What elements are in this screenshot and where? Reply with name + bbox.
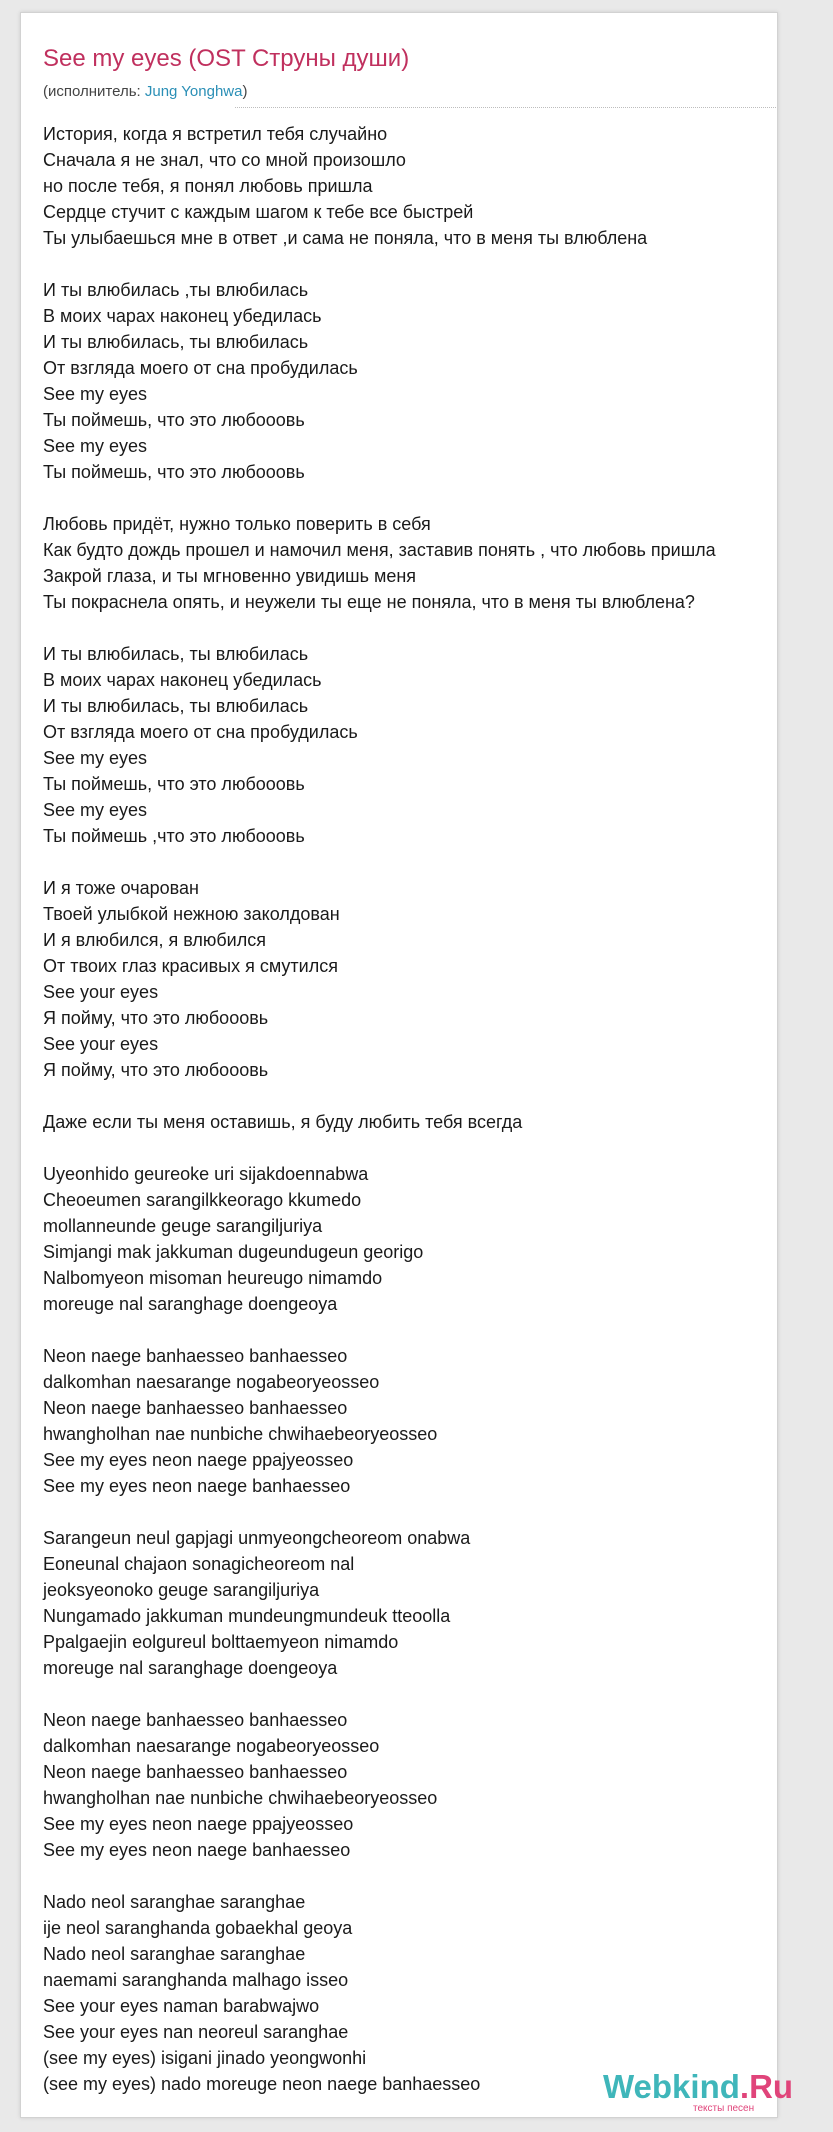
lyrics-line: Neon naege banhaesseo banhaesseo xyxy=(43,1762,348,1782)
lyrics-card xyxy=(20,12,794,2118)
lyrics-line: See my eyes neon naege banhaesseo xyxy=(43,1476,351,1496)
lyrics-line: Закрой глаза, и ты мгновенно увидишь меня xyxy=(43,566,417,586)
lyrics-line: В моих чарах наконец убедилась xyxy=(43,306,322,326)
lyrics-line: hwangholhan nae nunbiche chwihaebeoryeosseo xyxy=(43,1424,438,1444)
lyrics-stanza xyxy=(43,1161,833,1317)
lyrics-stanza xyxy=(43,1343,833,1499)
lyrics-stanza xyxy=(43,641,833,849)
lyrics-line: (see my eyes) isigani jinado yeongwonhi xyxy=(43,2048,367,2068)
lyrics-line: moreuge nal saranghage doengeoya xyxy=(43,1658,338,1678)
lyrics-line: Nado neol saranghae saranghae xyxy=(43,1892,306,1912)
lyrics-line: See my eyes neon naege ppajyeosseo xyxy=(43,1450,354,1470)
lyrics-line: See my eyes xyxy=(43,748,148,768)
lyrics-line: Ты улыбаешься мне в ответ ,и сама не поняла, что в меня ты влюблена xyxy=(43,228,648,248)
lyrics-line: Nado neol saranghae saranghae xyxy=(43,1944,306,1964)
page-title: See my eyes (OST Струны души) xyxy=(43,45,410,72)
lyrics-stanza xyxy=(43,277,833,485)
logo-word: Webkind xyxy=(603,2068,740,2105)
lyrics-line: ije neol saranghanda gobaekhal geoya xyxy=(43,1918,353,1938)
lyrics-line: Ты покраснела опять, и неужели ты еще не поняла, что в меня ты влюблена? xyxy=(43,592,695,612)
lyrics-line: Ты поймешь, что это любооовь xyxy=(43,410,305,430)
lyrics-line: И ты влюбилась, ты влюбилась xyxy=(43,332,309,352)
lyrics-line: See your eyes nan neoreul saranghae xyxy=(43,2022,349,2042)
lyrics-line: Sarangeun neul gapjagi unmyeongcheoreom onabwa xyxy=(43,1528,471,1548)
lyrics-line: Nalbomyeon misoman heureugo nimamdo xyxy=(43,1268,383,1288)
lyrics-line: Uyeonhido geureoke uri sijakdoennabwa xyxy=(43,1164,369,1184)
lyrics-line: See my eyes neon naege ppajyeosseo xyxy=(43,1814,354,1834)
lyrics-line: Ты поймешь ,что это любооовь xyxy=(43,826,305,846)
lyrics-line: See my eyes neon naege banhaesseo xyxy=(43,1840,351,1860)
lyrics-line: See your eyes xyxy=(43,982,159,1002)
lyrics-line: moreuge nal saranghage doengeoya xyxy=(43,1294,338,1314)
lyrics-line: В моих чарах наконец убедилась xyxy=(43,670,322,690)
artist-link[interactable]: Jung Yonghwa xyxy=(144,83,243,100)
lyrics-stanza xyxy=(43,121,833,251)
lyrics-line: но после тебя, я понял любовь пришла xyxy=(43,176,373,196)
lyrics-line: И ты влюбилась, ты влюбилась xyxy=(43,696,309,716)
lyrics-stanza xyxy=(43,1889,833,2097)
lyrics-stanza xyxy=(43,875,833,1083)
lyrics-line: Nungamado jakkuman mundeungmundeuk tteoolla xyxy=(43,1606,451,1626)
lyrics-stanza xyxy=(43,1707,833,1863)
lyrics-line: Я пойму, что это любооовь xyxy=(43,1008,269,1028)
lyrics-line: И ты влюбилась ,ты влюбилась xyxy=(43,280,309,300)
lyrics-line: Neon naege banhaesseo banhaesseo xyxy=(43,1710,348,1730)
lyrics-text xyxy=(43,121,833,2123)
performer-suffix: ) xyxy=(242,83,248,100)
lyrics-line: Твоей улыбкой нежною заколдован xyxy=(43,904,340,924)
lyrics-line: От взгляда моего от сна пробудилась xyxy=(43,722,358,742)
lyrics-line: See my eyes xyxy=(43,436,148,456)
title-divider xyxy=(235,107,776,108)
lyrics-line: Cheoeumen sarangilkkeorago kkumedo xyxy=(43,1190,362,1210)
lyrics-line: dalkomhan naesarange nogabeoryeosseo xyxy=(43,1372,380,1392)
lyrics-line: See your eyes xyxy=(43,1034,159,1054)
lyrics-line: jeoksyeonoko geuge sarangiljuriya xyxy=(43,1580,320,1600)
lyrics-line: Даже если ты меня оставишь, я буду любить тебя всегда xyxy=(43,1112,523,1132)
lyrics-line: See your eyes naman barabwajwo xyxy=(43,1996,320,2016)
lyrics-stanza xyxy=(43,1109,833,1135)
site-logo[interactable] xyxy=(603,2069,793,2113)
lyrics-stanza xyxy=(43,1525,833,1681)
lyrics-line: Сначала я не знал, что со мной произошло xyxy=(43,150,406,170)
lyrics-line: (see my eyes) nado moreuge neon naege banhaesseo xyxy=(43,2074,481,2094)
logo-tld: .Ru xyxy=(739,2068,794,2105)
lyrics-line: See my eyes xyxy=(43,800,148,820)
lyrics-line: mollanneunde geuge sarangiljuriya xyxy=(43,1216,323,1236)
lyrics-line: Ты поймешь, что это любооовь xyxy=(43,462,305,482)
lyrics-line: See my eyes xyxy=(43,384,148,404)
lyrics-line: Ты поймешь, что это любооовь xyxy=(43,774,305,794)
lyrics-line: Любовь придёт, нужно только поверить в себя xyxy=(43,514,431,534)
performer-line xyxy=(43,83,777,101)
lyrics-line: hwangholhan nae nunbiche chwihaebeoryeosseo xyxy=(43,1788,438,1808)
lyrics-line: История, когда я встретил тебя случайно xyxy=(43,124,388,144)
lyrics-line: naemami saranghanda malhago isseo xyxy=(43,1970,349,1990)
lyrics-stanza xyxy=(43,511,833,615)
lyrics-line: Eoneunal chajaon sonagicheoreom nal xyxy=(43,1554,355,1574)
lyrics-line: Сердце стучит с каждым шагом к тебе все быстрей xyxy=(43,202,474,222)
lyrics-line: dalkomhan naesarange nogabeoryeosseo xyxy=(43,1736,380,1756)
lyrics-line: Simjangi mak jakkuman dugeundugeun georigo xyxy=(43,1242,424,1262)
lyrics-line: И я тоже очарован xyxy=(43,878,199,898)
performer-prefix: (исполнитель: xyxy=(43,83,145,100)
lyrics-line: От взгляда моего от сна пробудилась xyxy=(43,358,358,378)
lyrics-line: От твоих глаз красивых я смутился xyxy=(43,956,338,976)
lyrics-line: Neon naege banhaesseo banhaesseo xyxy=(43,1398,348,1418)
logo-wordmark xyxy=(603,2069,793,2105)
lyrics-line: Ppalgaejin eolgureul bolttaemyeon nimamdo xyxy=(43,1632,399,1652)
lyrics-line: Я пойму, что это любооовь xyxy=(43,1060,269,1080)
lyrics-line: И я влюбился, я влюбился xyxy=(43,930,266,950)
lyrics-line: Neon naege banhaesseo banhaesseo xyxy=(43,1346,348,1366)
logo-tagline: тексты песен xyxy=(693,2103,755,2114)
lyrics-line: Как будто дождь прошел и намочил меня, заставив понять , что любовь пришла xyxy=(43,540,716,560)
lyrics-line: И ты влюбилась, ты влюбилась xyxy=(43,644,309,664)
